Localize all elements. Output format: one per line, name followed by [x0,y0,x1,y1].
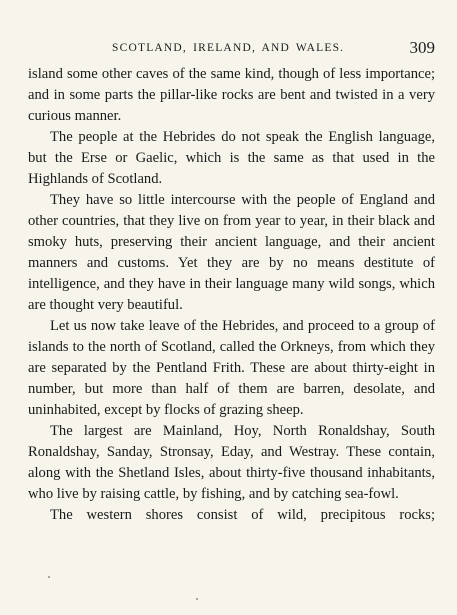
paragraph-continued: island some other caves of the same kind, though of less importance; and in some parts the pillar-like rocks are bent and twisted in a very curious manner. [28,66,435,124]
running-head-title: SCOTLAND, IRELAND, AND WALES. [112,42,345,54]
paragraph-western-shores: The western shores consist of wild, precipitous rocks; [50,507,435,523]
paragraph-language: The people at the Hebrides do not speak the English language, but the Erse or Gaelic, which is the same as that used in the Highlands of Scotland. [28,129,435,187]
paper-speck [196,598,198,600]
page-number: 309 [409,38,435,57]
running-head [26,38,435,60]
body-text [28,64,435,526]
paragraph-orkneys: Let us now take leave of the Hebrides, and proceed to a group of islands to the north of Scotland, called the Orkneys, from which they are separated by the Pentland Frith. These are about thirty-eight in number, but more than half of them are barren, desolate, and uninhabited, except by flocks of grazing sheep. [28,318,435,418]
paper-speck [48,576,50,578]
paragraph-largest-islands: The largest are Mainland, Hoy, North Ronaldshay, South Ronaldshay, Sanday, Stronsay, Eday, and Westray. These contain, along with the Shetland Isles, about thirty-five thousand inhabitants, who live by raising cattle, by fishing, and by catching sea-fowl. [28,423,435,502]
paragraph-intercourse: They have so little intercourse with the people of England and other countries, that they live on from year to year, in their black and smoky huts, preserving their ancient language, and their ancient manners and customs. Yet they are by no means destitute of intelligence, and they have in their language many wild songs, which are thought very beautiful. [28,192,435,313]
